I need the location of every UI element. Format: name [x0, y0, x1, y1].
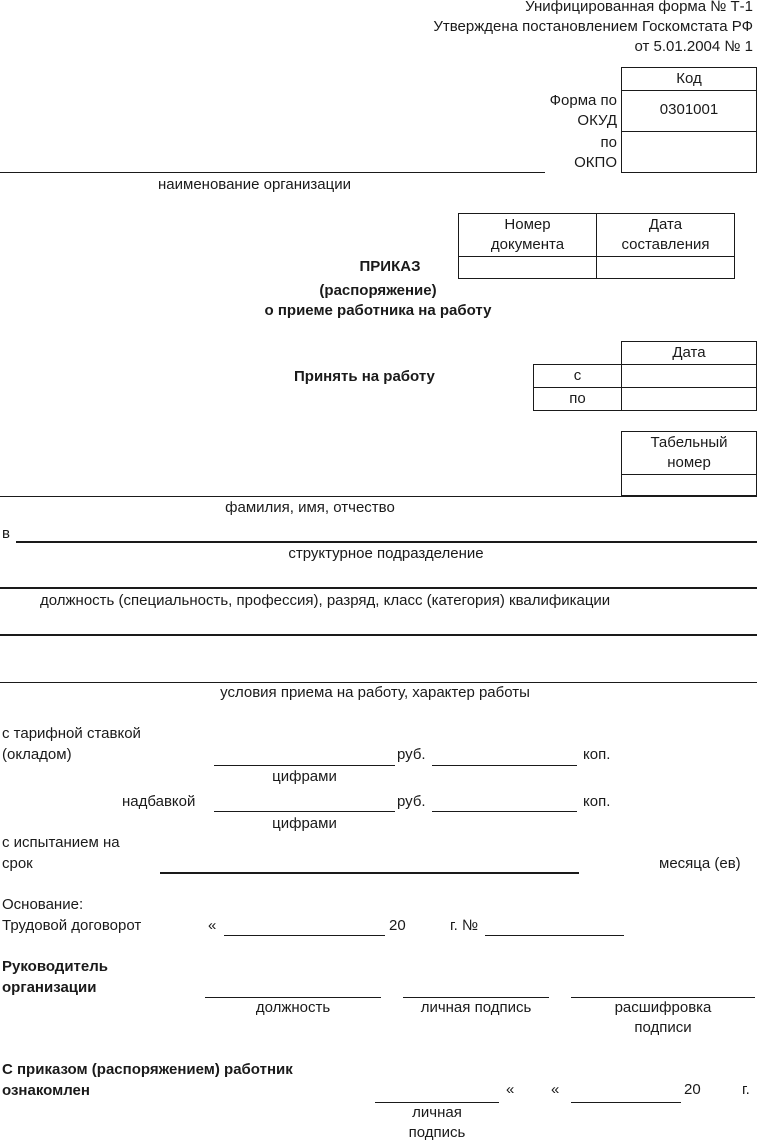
conditions-field[interactable]: [0, 662, 757, 682]
salary-rub-label: руб.: [397, 746, 426, 763]
basis-year: 20: [389, 917, 406, 934]
ack-label-2: ознакомлен: [2, 1082, 90, 1099]
okpo-label-2: ОКПО: [574, 154, 617, 171]
bonus-kop-field[interactable]: [432, 791, 577, 811]
basis-date-line: [224, 935, 385, 936]
ack-signature-caption-1: личная: [412, 1104, 462, 1121]
doc-date-field[interactable]: [597, 257, 734, 278]
probation-label-1: с испытанием на: [2, 834, 120, 851]
director-decode-caption-1: расшифровка: [614, 999, 712, 1016]
salary-label-1: с тарифной ставкой: [2, 725, 141, 742]
basis-contract: Трудовой договорот: [2, 917, 142, 934]
salary-rub-line: [214, 765, 395, 766]
probation-label-2: срок: [2, 855, 33, 872]
basis-date-field[interactable]: [224, 915, 385, 935]
doc-number-label-2: документа: [490, 236, 565, 253]
hire-label: Принять на работу: [294, 368, 435, 385]
fio-line: [0, 496, 757, 497]
director-signature-caption: личная подпись: [420, 999, 532, 1016]
position-field-2[interactable]: [0, 615, 757, 635]
bonus-rub-line: [214, 811, 395, 812]
basis-label: Основание:: [2, 896, 84, 913]
probation-months: месяца (ев): [659, 855, 741, 872]
division-prefix: в: [2, 525, 10, 542]
hire-date-header-label: Дата: [672, 344, 706, 361]
bonus-rub-field[interactable]: [214, 791, 395, 811]
tab-number-label-2: номер: [667, 454, 711, 471]
bonus-digits-caption: цифрами: [272, 815, 337, 832]
bonus-kop-line: [432, 811, 577, 812]
salary-kop-line: [432, 765, 577, 766]
okpo-cell[interactable]: [621, 131, 757, 173]
bonus-label: надбавкой: [122, 793, 196, 810]
okud-cell: [621, 90, 757, 132]
okud-value: 0301001: [659, 101, 719, 118]
conditions-caption: условия приема на работу, характер работы: [220, 684, 530, 701]
ack-signature-caption-2: подпись: [408, 1124, 466, 1141]
tab-number-field[interactable]: [621, 474, 757, 496]
hire-from-label-cell: [533, 364, 622, 388]
ack-date-field[interactable]: [571, 1082, 681, 1102]
conditions-line: [0, 682, 757, 683]
organization-caption: наименование организации: [158, 176, 352, 193]
fio-caption: фамилия, имя, отчество: [225, 499, 395, 516]
hire-to-label-cell: [533, 387, 622, 411]
order-title: ПРИКАЗ: [359, 258, 421, 275]
probation-field[interactable]: [160, 853, 579, 873]
ack-year: 20: [684, 1081, 701, 1098]
division-line: [16, 541, 757, 543]
ack-signature-line: [375, 1102, 499, 1103]
hire-date-header: [621, 341, 757, 365]
hire-from-field[interactable]: [621, 364, 757, 388]
position-caption: должность (специальность, профессия), разряд, класс (категория) квалификации: [40, 592, 611, 609]
probation-line: [160, 872, 579, 874]
ack-quote-2: «: [551, 1081, 560, 1098]
tab-number-header: [621, 431, 757, 475]
director-signature-line: [403, 997, 549, 998]
organization-line: [0, 172, 545, 173]
hire-to-field[interactable]: [621, 387, 757, 411]
bonus-kop-label: коп.: [583, 793, 611, 810]
director-position-caption: должность: [255, 999, 331, 1016]
director-decode-caption-2: подписи: [634, 1019, 692, 1036]
basis-number-line: [485, 935, 624, 936]
salary-kop-field[interactable]: [432, 745, 577, 765]
salary-rub-field[interactable]: [214, 745, 395, 765]
order-about: о приеме работника на работу: [264, 302, 492, 319]
approval-date: от 5.01.2004 № 1: [634, 38, 753, 55]
form-name: Унифицированная форма № Т-1: [525, 0, 753, 15]
order-subtitle: (распоряжение): [319, 282, 437, 299]
director-decode-line: [571, 997, 755, 998]
ack-date-line: [571, 1102, 681, 1103]
position-line-2: [0, 634, 757, 636]
ack-label-1: С приказом (распоряжением) работник: [2, 1061, 293, 1078]
director-decode-field[interactable]: [571, 977, 755, 997]
ack-year-suffix: г.: [742, 1081, 750, 1098]
director-label-2: организации: [2, 979, 97, 996]
approval-line: Утверждена постановлением Госкомстата РФ: [433, 18, 753, 35]
division-field[interactable]: [16, 522, 757, 542]
doc-date-label-1: Дата: [648, 216, 683, 233]
director-position-field[interactable]: [205, 977, 381, 997]
salary-label-2: (окладом): [2, 746, 72, 763]
position-field[interactable]: [0, 568, 757, 588]
ack-quote-1: «: [506, 1081, 515, 1098]
salary-digits-caption: цифрами: [272, 768, 337, 785]
director-label-1: Руководитель: [2, 958, 108, 975]
doc-date-label-2: составления: [621, 236, 710, 253]
kod-label: Код: [676, 70, 702, 87]
tab-number-label-1: Табельный: [650, 434, 728, 451]
okud-label-2: ОКУД: [577, 112, 617, 129]
kod-header-cell: [621, 67, 757, 91]
basis-number-label: г. №: [450, 917, 479, 934]
basis-quote: «: [208, 917, 217, 934]
hire-from-label: с: [573, 367, 582, 384]
hire-to-label: по: [569, 390, 586, 407]
fio-field[interactable]: [0, 476, 621, 496]
director-position-line: [205, 997, 381, 998]
basis-number-field[interactable]: [485, 915, 624, 935]
position-line: [0, 587, 757, 589]
okpo-label-1: по: [600, 134, 617, 151]
okud-label-1: Форма по: [549, 92, 617, 109]
doc-number-label-1: Номер: [504, 216, 551, 233]
ack-signature-field[interactable]: [375, 1082, 499, 1102]
salary-kop-label: коп.: [583, 746, 611, 763]
division-caption: структурное подразделение: [288, 545, 484, 562]
bonus-rub-label: руб.: [397, 793, 426, 810]
organization-name-field[interactable]: [0, 150, 545, 172]
director-signature-field[interactable]: [403, 977, 549, 997]
